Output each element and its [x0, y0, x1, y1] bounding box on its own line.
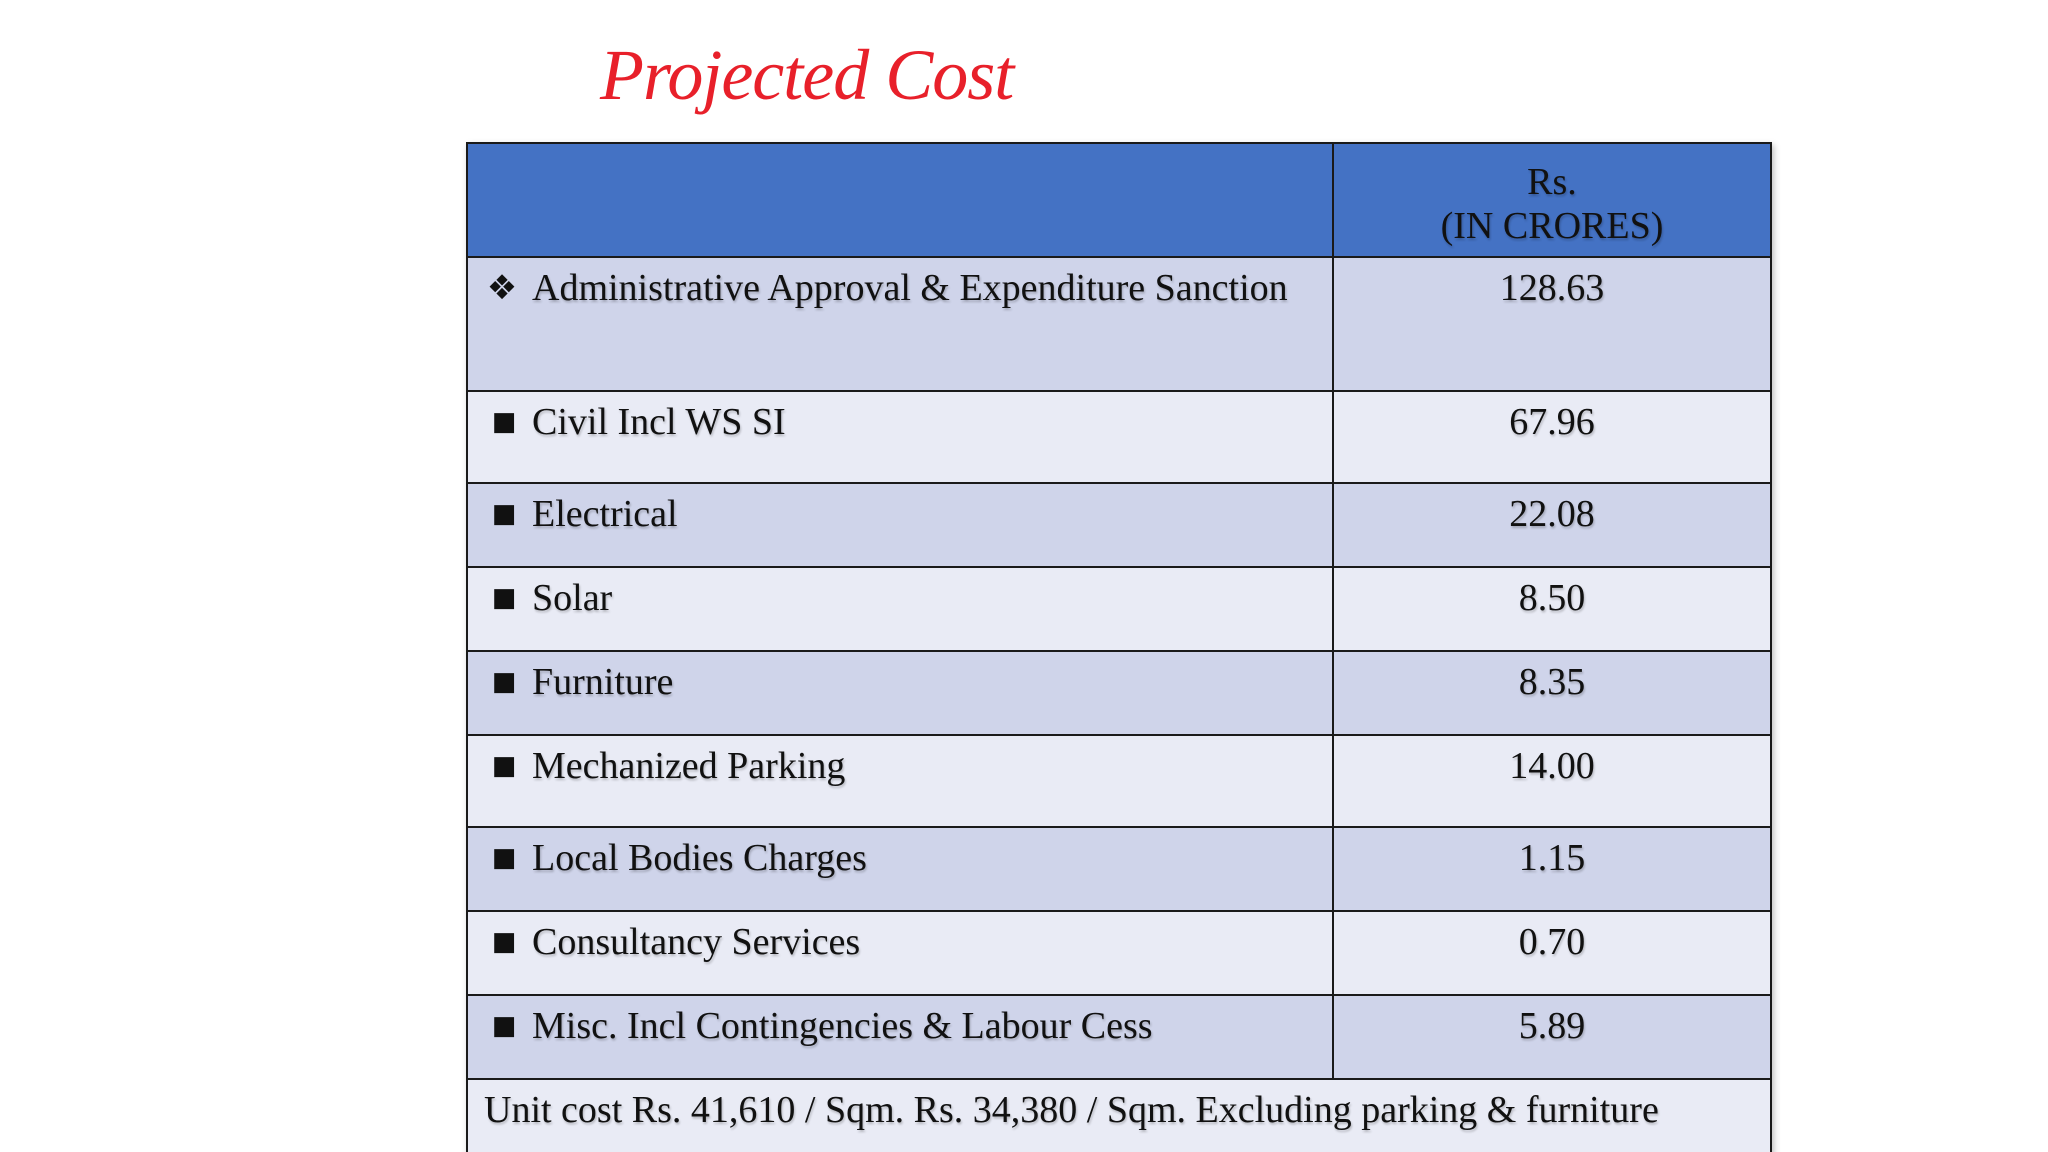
item-cell — [467, 391, 1333, 483]
item-label: Furniture — [532, 661, 674, 703]
item-label: Solar — [532, 577, 613, 619]
table-row — [467, 567, 1771, 651]
item-cell — [467, 567, 1333, 651]
square-bullet-icon: ■ — [491, 751, 517, 781]
value-cell: 8.35 — [1333, 651, 1771, 735]
table-row — [467, 911, 1771, 995]
table-row — [467, 995, 1771, 1079]
item-label: Electrical — [532, 493, 678, 535]
slide-title: Projected Cost — [600, 35, 1014, 115]
square-bullet-icon: ■ — [491, 927, 517, 957]
header-value-cell — [1333, 143, 1771, 257]
table-row — [467, 257, 1771, 391]
table-row — [467, 827, 1771, 911]
value-cell: 0.70 — [1333, 911, 1771, 995]
header-item-cell — [467, 143, 1333, 257]
unit-cost-note: Unit cost Rs. 41,610 / Sqm. Rs. 34,380 / Sqm. Excluding parking & furniture — [467, 1079, 1771, 1152]
item-label: Misc. Incl Contingencies & Labour Cess — [532, 1005, 1153, 1047]
item-label: Administrative Approval & Expenditure Sanction — [532, 267, 1288, 309]
header-unit-label: (IN CRORES) — [1440, 205, 1664, 247]
item-cell — [467, 735, 1333, 827]
square-bullet-icon: ■ — [491, 407, 517, 437]
item-label: Civil Incl WS SI — [532, 401, 786, 443]
table-row — [467, 483, 1771, 567]
item-cell — [467, 651, 1333, 735]
table-row — [467, 391, 1771, 483]
value-cell: 14.00 — [1333, 735, 1771, 827]
square-bullet-icon: ■ — [491, 1011, 517, 1041]
table-header-row — [467, 143, 1771, 257]
item-cell — [467, 257, 1333, 391]
header-currency-label: Rs. — [1527, 161, 1577, 203]
item-cell — [467, 827, 1333, 911]
table-row — [467, 735, 1771, 827]
square-bullet-icon: ■ — [491, 583, 517, 613]
item-cell — [467, 995, 1333, 1079]
value-cell: 128.63 — [1333, 257, 1771, 391]
item-cell — [467, 911, 1333, 995]
item-label: Mechanized Parking — [532, 745, 846, 787]
value-cell: 22.08 — [1333, 483, 1771, 567]
value-cell: 67.96 — [1333, 391, 1771, 483]
value-cell: 8.50 — [1333, 567, 1771, 651]
square-bullet-icon: ■ — [491, 499, 517, 529]
table-row — [467, 651, 1771, 735]
item-label: Consultancy Services — [532, 921, 861, 963]
square-bullet-icon: ■ — [491, 667, 517, 697]
item-cell — [467, 483, 1333, 567]
diamond-cluster-icon: ❖ — [486, 268, 518, 308]
value-cell: 1.15 — [1333, 827, 1771, 911]
projected-cost-table — [466, 142, 1772, 1152]
item-label: Local Bodies Charges — [532, 837, 867, 879]
table-footer-row — [467, 1079, 1771, 1152]
value-cell: 5.89 — [1333, 995, 1771, 1079]
square-bullet-icon: ■ — [491, 843, 517, 873]
